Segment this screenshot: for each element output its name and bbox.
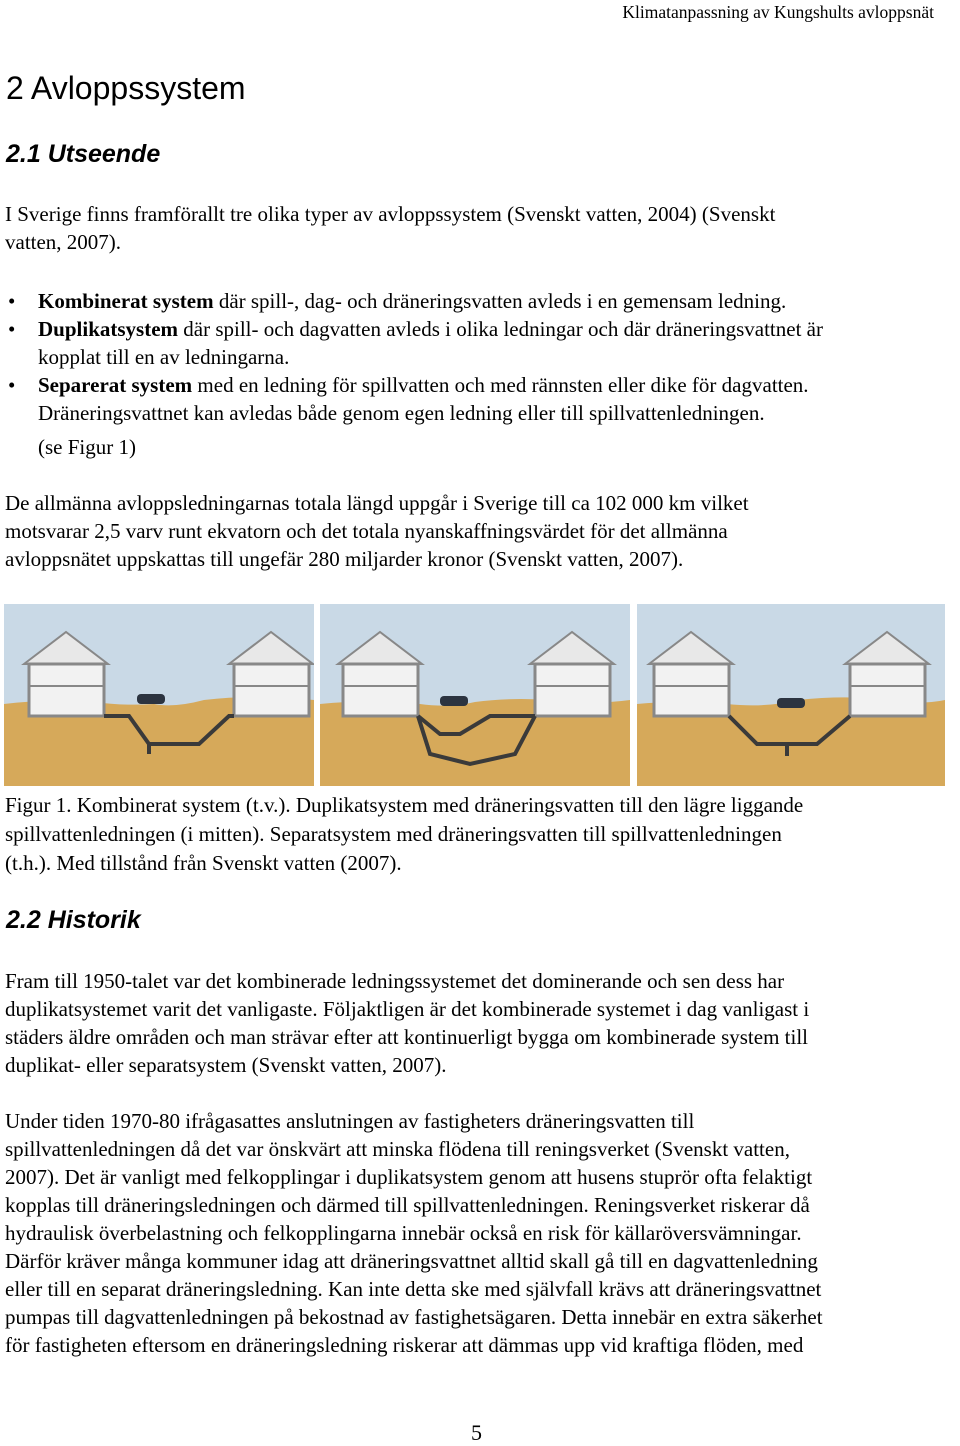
intro-line: vatten, 2007). [5, 230, 122, 254]
duplicate-system-illustration [320, 604, 630, 786]
caption-line: spillvattenledningen (i mitten). Separatsystem med dräneringsvatten till spillvattenledningen [5, 822, 782, 846]
definition: där spill-, dag- och dräneringsvatten avleds i en gemensam ledning. [213, 289, 787, 313]
term: Duplikatsystem [38, 317, 179, 341]
definition-cont: kopplat till en av ledningarna. [38, 345, 290, 369]
text-line: duplikat- eller separatsystem (Svenskt vatten, 2007). [5, 1053, 447, 1077]
sewer-types-list [0, 287, 958, 427]
figure-reference: (se Figur 1) [38, 435, 136, 459]
text-line: De allmänna avloppsledningarnas totala längd uppgår i Sverige till ca 102 000 km vilket [5, 491, 749, 515]
text-line: Fram till 1950-talet var det kombinerade ledningssystemet det dominerande och sen dess har [5, 969, 785, 993]
paragraph-history-2 [5, 1107, 955, 1359]
text-line: för fastigheten eftersom en dräneringsledning riskerar att dämmas upp vid kraftiga flöden, med [5, 1333, 804, 1357]
text-line: avloppsnätet uppskattas till ungefär 280 miljarder kronor (Svenskt vatten, 2007). [5, 547, 684, 571]
intro-line: I Sverige finns framförallt tre olika typer av avloppssystem (Svenskt vatten, 2004) (Svenskt [5, 202, 776, 226]
text-line: 2007). Det är vanligt med felkopplingar i duplikatsystem genom att husens stuprör ofta felaktigt [5, 1165, 813, 1189]
term: Kombinerat system [38, 289, 214, 313]
definition: med en ledning för spillvatten och med rännsten eller dike för dagvatten. [192, 373, 809, 397]
section-title-utseende: 2.1 Utseende [6, 140, 161, 168]
chapter-title: 2 Avloppssystem [6, 70, 246, 106]
text-line: kopplas till dräneringsledningen och därmed till spillvattenledningen. Reningsverket riskerar då [5, 1193, 810, 1217]
list-item [38, 371, 958, 427]
sewer-systems-figure [4, 604, 944, 786]
text-line: duplikatsystemet varit det vanligaste. Följaktligen är det kombinerade systemet i dag vanligast i [5, 997, 810, 1021]
separate-system-illustration [636, 604, 946, 786]
figure-caption [5, 791, 955, 878]
text-line: pumpas till dagvattenledningen på bekostnad av fastighetsägaren. Detta innebär en extra säkerhet [5, 1305, 823, 1329]
paragraph-history-1 [5, 967, 955, 1079]
intro-paragraph [5, 200, 955, 256]
definition-cont: Dräneringsvattnet kan avledas både genom egen ledning eller till spillvattenledningen. [38, 401, 765, 425]
page-number: 5 [471, 1420, 482, 1445]
text-line: spillvattenledningen då det var önskvärt att minska flödena till reningsverket (Svenskt vatten, [5, 1137, 790, 1161]
term: Separerat system [38, 373, 193, 397]
definition: där spill- och dagvatten avleds i olika ledningar och där dräneringsvattnet är [178, 317, 823, 341]
paragraph-length [5, 489, 955, 573]
text-line: motsvarar 2,5 varv runt ekvatorn och det totala nyanskaffningsvärdet för det allmänna [5, 519, 728, 543]
text-line: Under tiden 1970-80 ifrågasattes anslutningen av fastigheters dräneringsvatten till [5, 1109, 695, 1133]
caption-line: Figur 1. Kombinerat system (t.v.). Duplikatsystem med dräneringsvatten till den lägre liggande [5, 793, 804, 817]
running-header: Klimatanpassning av Kungshults avloppsnät [622, 2, 934, 22]
caption-line: (t.h.). Med tillstånd från Svenskt vatten (2007). [5, 851, 402, 875]
text-line: hydraulisk överbelastning och felkopplingarna innebär också en risk för källaröversvämningar. [5, 1221, 802, 1245]
text-line: eller till en separat dräneringsledning. Kan inte detta ske med självfall krävs att dräneringsvattnet [5, 1277, 822, 1301]
text-line: städers äldre områden och man strävar efter att kontinuerligt bygga om kombinerade system till [5, 1025, 809, 1049]
section-title-historik: 2.2 Historik [6, 906, 141, 934]
list-item [38, 287, 958, 315]
list-item [38, 315, 958, 371]
text-line: Därför kräver många kommuner idag att dräneringsvattnet alltid skall gå till en dagvattenledning [5, 1249, 818, 1273]
combined-system-illustration [4, 604, 314, 786]
